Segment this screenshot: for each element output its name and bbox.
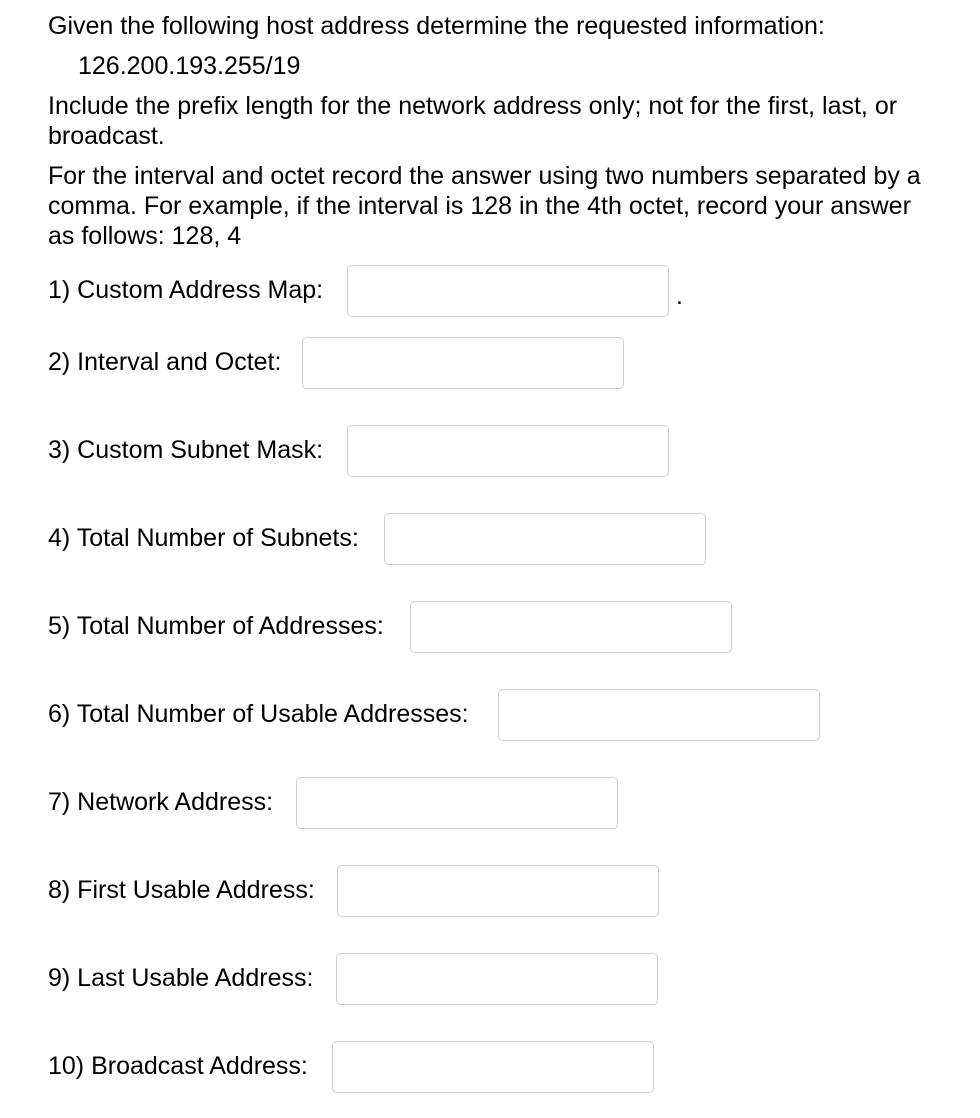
custom-subnet-mask-input[interactable] <box>347 425 669 477</box>
broadcast-address-label: 10) Broadcast Address: <box>48 1052 308 1080</box>
custom-address-map-input[interactable] <box>347 265 669 317</box>
total-usable-addresses-label: 6) Total Number of Usable Addresses: <box>48 700 469 728</box>
network-address-input[interactable] <box>296 777 618 829</box>
last-usable-address-input[interactable] <box>336 953 658 1005</box>
total-subnets-input[interactable] <box>384 513 706 565</box>
first-usable-address-label: 8) First Usable Address: <box>48 876 315 904</box>
last-usable-address-label: 9) Last Usable Address: <box>48 964 314 992</box>
total-usable-addresses-input[interactable] <box>498 689 820 741</box>
interval-octet-input[interactable] <box>302 337 624 389</box>
network-address-label: 7) Network Address: <box>48 788 274 816</box>
intro-text: Given the following host address determine the requested information: <box>48 12 825 40</box>
custom-subnet-mask-label: 3) Custom Subnet Mask: <box>48 436 324 464</box>
prefix-note: Include the prefix length for the network address only; not for the first, last, or broadcast. <box>48 92 898 150</box>
custom-address-map-label: 1) Custom Address Map: <box>48 276 324 304</box>
interval-octet-label: 2) Interval and Octet: <box>48 348 282 376</box>
total-subnets-label: 4) Total Number of Subnets: <box>48 524 359 552</box>
custom-address-map-suffix: . <box>676 282 683 310</box>
total-addresses-input[interactable] <box>410 601 732 653</box>
broadcast-address-input[interactable] <box>332 1041 654 1093</box>
host-address: 126.200.193.255/19 <box>78 52 301 80</box>
total-addresses-label: 5) Total Number of Addresses: <box>48 612 384 640</box>
first-usable-address-input[interactable] <box>337 865 659 917</box>
interval-note: For the interval and octet record the answer using two numbers separated by a comma. For example, if the interval is 128 in the 4th octet, record your answer as follows: 128, 4 <box>48 162 921 250</box>
